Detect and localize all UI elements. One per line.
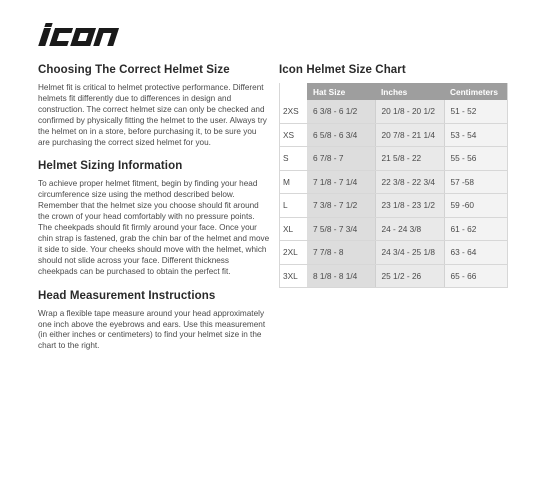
centimeters-cell: 51 - 52: [444, 100, 508, 123]
size-cell: XS: [280, 123, 308, 147]
centimeters-cell: 53 - 54: [444, 123, 508, 147]
section-head-measurement: [38, 290, 270, 353]
header-size-blank: [280, 83, 308, 100]
table-row: [280, 241, 508, 265]
header-inches: Inches: [375, 83, 444, 100]
section-title: Helmet Sizing Information: [38, 160, 183, 173]
size-cell: S: [280, 147, 308, 171]
size-cell: M: [280, 170, 308, 194]
hat-size-cell: 7 5/8 - 7 3/4: [307, 217, 375, 241]
inches-cell: 23 1/8 - 23 1/2: [375, 194, 444, 218]
table-header-row: [280, 83, 508, 100]
inches-cell: 20 7/8 - 21 1/4: [375, 123, 444, 147]
section-body: Wrap a flexible tape measure around your head approximately one inch above the eyebrows and ears. Use this measurement (in either inches or centimeters) to find your helmet size in the chart to the right.: [38, 308, 266, 351]
section-title: Choosing The Correct Helmet Size: [38, 64, 230, 76]
inches-cell: 21 5/8 - 22: [375, 147, 444, 171]
table-row: [280, 147, 508, 171]
centimeters-cell: 61 - 62: [444, 217, 508, 241]
size-table: [279, 83, 508, 288]
hat-size-cell: 6 7/8 - 7: [307, 147, 375, 171]
hat-size-cell: 7 7/8 - 8: [307, 241, 375, 265]
section-body: To achieve proper helmet fitment, begin by finding your head circumference size using the method described below. Remember that the helmet size you choose should fit around the crown of your head comfortably with no pressure points. The cheekpads should fit firmly around your face. Once your chin strap is fastened, grab the chin bar of the helmet and move it side to side. Your cheeks should move with the helmet, which should not slide across your face. Different thickness cheekpads can be purchased to obtain the perfect fit.: [38, 179, 270, 276]
size-chart: [279, 64, 509, 288]
centimeters-cell: 59 -60: [444, 194, 508, 218]
header-centimeters: Centimeters: [444, 83, 508, 100]
section-choosing-size: [38, 64, 270, 148]
info-column: [38, 64, 270, 364]
table-row: [280, 264, 508, 288]
centimeters-cell: 57 -58: [444, 170, 508, 194]
size-cell: XL: [280, 217, 308, 241]
size-cell: 2XS: [280, 100, 308, 123]
centimeters-cell: 63 - 64: [444, 241, 508, 265]
hat-size-cell: 7 1/8 - 7 1/4: [307, 170, 375, 194]
section-title: Head Measurement Instructions: [38, 289, 216, 302]
chart-title: Icon Helmet Size Chart: [279, 64, 406, 76]
icon-brand-logo: [38, 22, 142, 50]
inches-cell: 20 1/8 - 20 1/2: [375, 100, 444, 123]
table-row: [280, 170, 508, 194]
hat-size-cell: 7 3/8 - 7 1/2: [307, 194, 375, 218]
hat-size-cell: 6 3/8 - 6 1/2: [307, 100, 375, 123]
size-cell: 2XL: [280, 241, 308, 265]
size-cell: 3XL: [280, 264, 308, 288]
size-cell: L: [280, 194, 308, 218]
centimeters-cell: 55 - 56: [444, 147, 508, 171]
inches-cell: 24 3/4 - 25 1/8: [375, 241, 444, 265]
inches-cell: 25 1/2 - 26: [375, 264, 444, 288]
inches-cell: 24 - 24 3/8: [375, 217, 444, 241]
section-body: Helmet fit is critical to helmet protective performance. Different helmets fit differently due to differences in design and construction. The correct helmet size can only be checked and confirmed by physically fitting the helmet to the user. Always try the helmet on in a store, before purchasing it, to be sure you are purchasing the correct sized helmet for you.: [38, 83, 267, 147]
table-row: [280, 217, 508, 241]
section-sizing-information: [38, 160, 270, 277]
hat-size-cell: 8 1/8 - 8 1/4: [307, 264, 375, 288]
centimeters-cell: 65 - 66: [444, 264, 508, 288]
header-hat-size: Hat Size: [307, 83, 375, 100]
table-row: [280, 194, 508, 218]
inches-cell: 22 3/8 - 22 3/4: [375, 170, 444, 194]
table-row: [280, 100, 508, 123]
hat-size-cell: 6 5/8 - 6 3/4: [307, 123, 375, 147]
table-row: [280, 123, 508, 147]
